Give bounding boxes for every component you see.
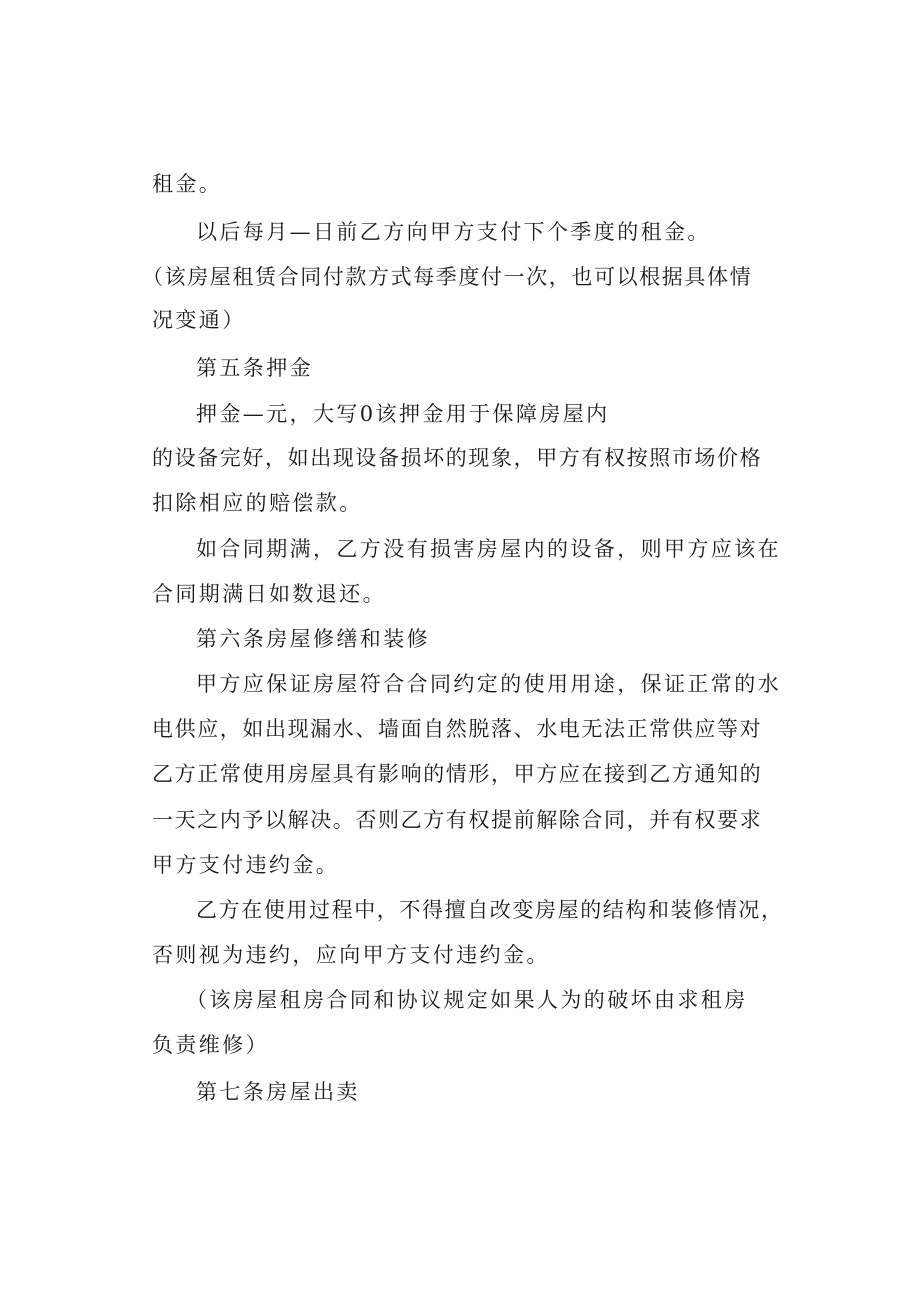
paragraph-line: （该房屋租赁合同付款方式每季度付一次，也可以根据具体情 — [142, 265, 753, 289]
paragraph-line: 合同期满日如数退还。 — [152, 582, 386, 606]
paragraph-line: 负责维修） — [152, 1033, 269, 1057]
paragraph-line: 否则视为违约，应向甲方支付违约金。 — [152, 943, 550, 967]
paragraph-line: 甲方应保证房屋符合合同约定的使用用途，保证正常的水 — [196, 672, 781, 696]
paragraph-line: 乙方在使用过程中，不得擅自改变房屋的结构和装修情况， — [196, 898, 784, 922]
paragraph-line: 如合同期满，乙方没有损害房屋内的设备，则甲方应该在 — [196, 537, 781, 561]
paragraph-line: 甲方支付违约金。 — [152, 853, 340, 877]
section-heading: 第五条押金 — [196, 356, 313, 380]
paragraph-line: 电供应，如出现漏水、墙面自然脱落、水电无法正常供应等对 — [152, 717, 763, 741]
paragraph-line: 一天之内予以解决。否则乙方有权提前解除合同，并有权要求 — [152, 808, 763, 832]
paragraph-line: 扣除相应的赔偿款。 — [152, 491, 363, 515]
paragraph-line: 租金。 — [152, 172, 223, 196]
paragraph-line: 的设备完好，如出现设备损坏的现象，甲方有权按照市场价格 — [152, 446, 763, 470]
section-heading: 第七条房屋出卖 — [196, 1080, 360, 1104]
paragraph-line: 以后每月—日前乙方向甲方支付下个季度的租金。 — [196, 220, 711, 244]
paragraph-line: 乙方正常使用房屋具有影响的情形，甲方应在接到乙方通知的 — [152, 762, 763, 786]
paragraph-line: 押金—元，大写0该押金用于保障房屋内 — [196, 402, 610, 426]
paragraph-line: 况变通） — [152, 308, 246, 332]
section-heading: 第六条房屋修缮和装修 — [196, 627, 430, 651]
paragraph-line: （该房屋租房合同和协议规定如果人为的破坏由求租房 — [186, 988, 748, 1012]
